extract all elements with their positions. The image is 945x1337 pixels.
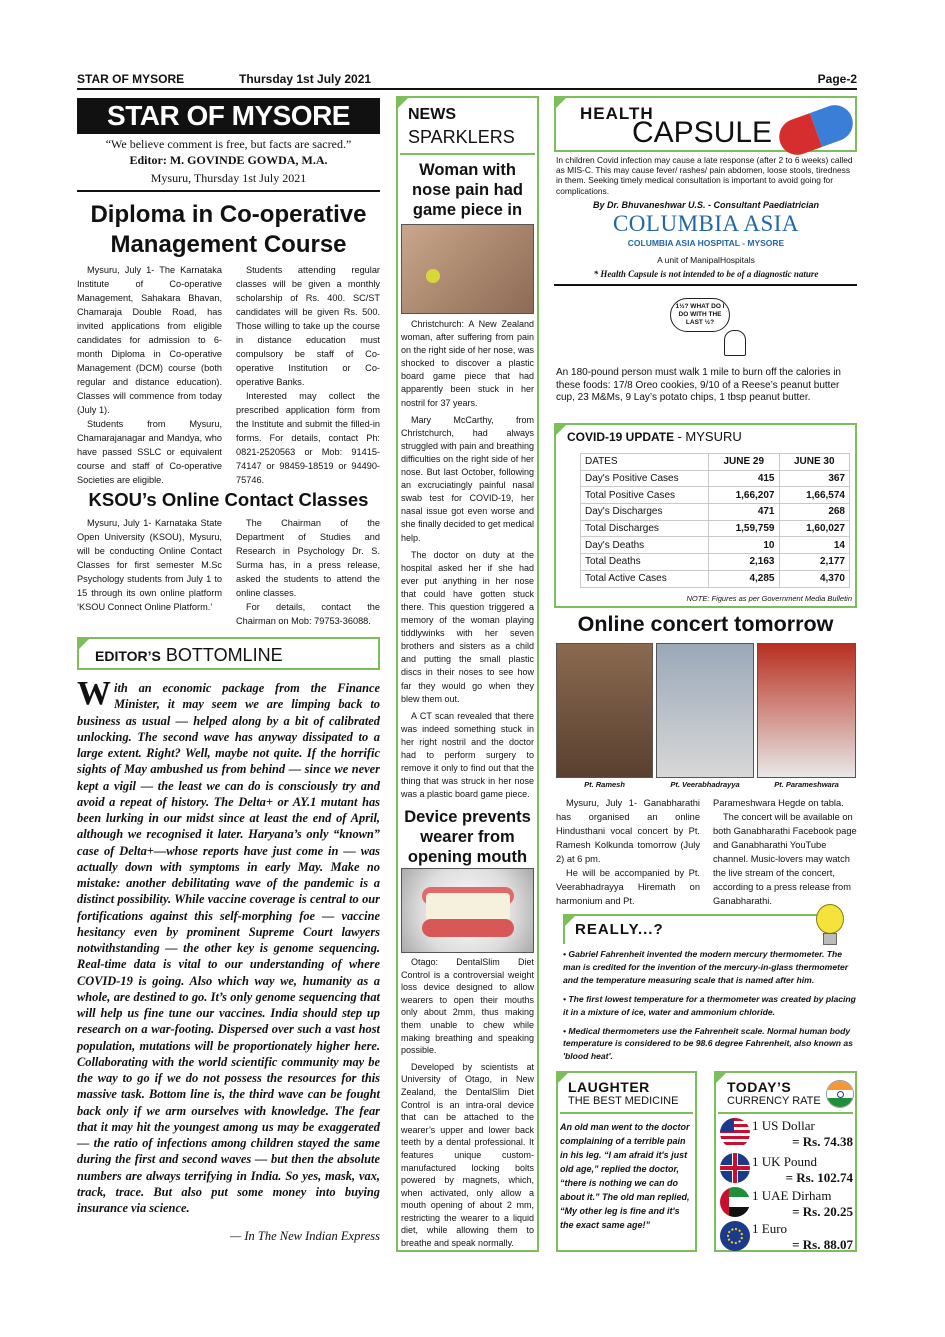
bottomline-source: — In The New Indian Express bbox=[230, 1229, 380, 1243]
table-cell: 1,66,207 bbox=[709, 487, 780, 504]
lightbulb-icon bbox=[812, 904, 848, 948]
diploma-col2 bbox=[236, 263, 380, 487]
table-header-cell: DATES bbox=[581, 454, 709, 471]
really-list bbox=[563, 948, 857, 1069]
photo-veerabhadrayya bbox=[656, 643, 754, 778]
concert-para: Parameshwara Hegde on tabla. bbox=[713, 798, 844, 808]
really-label: REALLY...? bbox=[575, 921, 664, 938]
table-cell: Total Positive Cases bbox=[581, 487, 709, 504]
sparkler-para: The doctor on duty at the hospital asked her if she had ever put anything in her nose that could have gotten stuck there. This question triggered a memory of the woman playing tiddlywinks with her seven brothers and sisters as a child and putting the small plastic discs in their noses to see how far they would go when they blew them out. bbox=[401, 549, 534, 704]
health-byline: By Dr. Bhuvaneshwar U.S. - Consultant Paediatrician bbox=[592, 200, 820, 210]
diploma-title-line2: Management Course bbox=[110, 231, 347, 258]
caption-parameshwara: Pt. Parameshwara bbox=[774, 780, 839, 789]
cartoon-image bbox=[664, 296, 754, 358]
ksou-para: The Chairman of the Department of Studies and Research in Psychology Dr. S. Surma has, in a press release, asked the students to attend the online classes. bbox=[236, 518, 380, 598]
diploma-para: Interested may collect the prescribed application form from the Institute and submit the filled-in forms. For details, contact Ph: 0821-2520563 or Mob: 91415-74147 or 98459-18519 or 94490-75746. bbox=[236, 391, 380, 485]
concert-para: Mysuru, July 1- Ganabharathi has organised an online Hindusthani vocal concert by Pt. Ramesh Kolkunda tomorrow (July 2) at 6 pm. bbox=[556, 798, 700, 864]
diploma-para: Students from Mysuru, Chamarajanagar and Mandya, who have passed SSLC or equivalent course and staff of Co-operative Societies are eligible. bbox=[77, 419, 222, 485]
sparkler1-body bbox=[401, 318, 534, 801]
ksou-col2 bbox=[236, 516, 380, 628]
ksou-col1 bbox=[77, 516, 222, 614]
sparkler2-headline: Device prevents wearer from opening mouth bbox=[404, 808, 531, 866]
table-cell: Day's Positive Cases bbox=[581, 470, 709, 487]
table-cell: 367 bbox=[779, 470, 850, 487]
health-label-bold: HEALTH bbox=[580, 104, 654, 123]
table-cell: 471 bbox=[709, 504, 780, 521]
rate-value: = Rs. 20.25 bbox=[792, 1204, 853, 1219]
laughter-label-light: THE BEST MEDICINE bbox=[568, 1095, 679, 1107]
table-row bbox=[581, 520, 850, 537]
rate-unit: 1 Euro bbox=[752, 1221, 788, 1236]
table-row bbox=[581, 470, 850, 487]
table-header-cell: JUNE 30 bbox=[779, 454, 850, 471]
concert-para: He will be accompanied by Pt. Veerabhadrayya Hiremath on harmonium and Pt. bbox=[556, 868, 700, 906]
nose-photo bbox=[401, 224, 534, 314]
covid-table-wrap bbox=[580, 453, 850, 588]
list-item: • Gabriel Fahrenheit invented the modern mercury thermometer. The man is credited for the invention of the mercury-in-glass thermometer and the temperature measuring scale that is named after him. bbox=[563, 949, 849, 985]
health-text: In children Covid infection may cause a late response (after 2 to 6 weeks) called as MIS-C. This may cause fever/ rashes/ pain abdomen, loose stools, tiredness in them. Seeking timely medical consultation is important to avoid going for complications. bbox=[556, 155, 853, 196]
caption-veerabhadrayya: Pt. Veerabhadrayya bbox=[670, 780, 740, 789]
table-cell: 415 bbox=[709, 470, 780, 487]
paper-name: STAR OF MYSORE bbox=[77, 72, 185, 86]
ksou-para: Mysuru, July 1- Karnataka State Open University (KSOU), Mysuru, will be conducting Online Contact Classes for first semester M.Sc Psychology students from July 1 to 15 through its own online platform ‘KSOU Connect Online Platform.’ bbox=[77, 518, 222, 612]
table-header-row bbox=[581, 454, 850, 471]
caption-ramesh: Pt. Ramesh bbox=[584, 780, 625, 789]
header-date: Thursday 1st July 2021 bbox=[239, 72, 372, 86]
uae-flag-icon bbox=[720, 1187, 750, 1217]
divider bbox=[77, 190, 380, 192]
masthead-dateline: Mysuru, Thursday 1st July 2021 bbox=[150, 171, 307, 185]
table-header-cell: JUNE 29 bbox=[709, 454, 780, 471]
table-cell: 1,60,027 bbox=[779, 520, 850, 537]
dropcap: W bbox=[77, 675, 111, 712]
diploma-title-line1: Diploma in Co-operative bbox=[90, 201, 367, 228]
photo-ramesh bbox=[556, 643, 653, 778]
sparklers-label-bold: NEWS bbox=[408, 106, 456, 123]
bottomline-body bbox=[77, 675, 380, 1216]
ksou-para: For details, contact the Chairman on Mob: 79753-36088. bbox=[236, 602, 380, 626]
sparkler2-body bbox=[401, 956, 534, 1250]
columbia-asia-sub: COLUMBIA ASIA HOSPITAL - MYSORE bbox=[627, 238, 785, 248]
list-item: • Medical thermometers use the Fahrenheit scale. Normal human body temperature is considered to be 98.6 degree Fahrenheit, also known as 'blood heat'. bbox=[563, 1025, 853, 1062]
bottomline-label-light: BOTTOMLINE bbox=[165, 645, 283, 665]
sparkler-para: A CT scan revealed that there was indeed something stuck in her right nostril and the doctor had to perform surgery to remove it only to find out that the thing that was struck in her nose was a plastic board game piece. bbox=[401, 710, 534, 800]
covid-table bbox=[580, 453, 850, 588]
diploma-headline bbox=[77, 200, 380, 260]
eu-flag-icon bbox=[720, 1221, 750, 1251]
table-cell: Day's Deaths bbox=[581, 537, 709, 554]
laughter-text: An old man went to the doctor complaining of a terrible pain in his leg. “I am afraid it's just old age,” replied the doctor, “there is nothing we can do about it.” The old man replied, “My other leg is fine and it's the exact same age!” bbox=[560, 1122, 690, 1230]
sparkler-para: Mary McCarthy, from Christchurch, had always struggled with pain and breathing difficulties on the right side of her nose. But last October, following an excruciatingly painful nasal swab test for COVID-19, her nasal issue got even worse and she finally decided to get medical help. bbox=[401, 414, 534, 543]
laughter-label-bold: LAUGHTER bbox=[568, 1079, 650, 1095]
columbia-asia-logo: COLUMBIA ASIA bbox=[612, 211, 800, 236]
concert-col1 bbox=[556, 796, 700, 908]
page-header bbox=[77, 70, 857, 90]
india-flag-icon bbox=[826, 1080, 854, 1108]
us-flag-icon bbox=[720, 1118, 750, 1148]
table-cell: 1,59,759 bbox=[709, 520, 780, 537]
page-number: Page-2 bbox=[817, 72, 857, 86]
table-row bbox=[581, 487, 850, 504]
list-item: • The first lowest temperature for a thermometer was created by placing it in a mixture of ice, water and ammonium chloride. bbox=[563, 993, 856, 1017]
covid-label-light: - MYSURU bbox=[677, 429, 742, 444]
dental-device-photo bbox=[401, 868, 534, 953]
bottomline-label-box bbox=[77, 637, 380, 670]
bottomline-text: ith an economic package from the Finance Minister, it may seem we are limping back to business as usual — helped along by a bit of calibrated unlocking. The second wave has anyway dissipated to a large extent. Right? Well, maybe not quite. If the horrific sights of May ambushed us from behind — since we never kept a vigil — the least we can do is consciously try and avoid a repeat of history. The Delta+ or AY.1 mutant has been lurking in our midst since at least the end of April, although we recognised it later. Haryana’s only “known” case of Delta+—whose reports have just come in — was actually down with symptoms in early May. Make no mistake: another debilitating wave of the pandemic is a distinct possibility. While vaccine coverage is central to our fortifications against this self-morphing foe — vaccine hesitancy even by prominent Supreme Court lawyers notwithstanding — the other key is genome sequencing. Real-time data is vital to our understanding of where COVID-19 is going. Also which way we, humanity as a whole, are destined to go. It’s only genome sequencing that will help us fine tune our vaccines. India should step up research on a war-footing. Dispersed over such a vast host population, mutations will be proportionately higher here. Collaborating with the world scientific community may be the way to go if we do not possess the resources for this massive task. Bottom line is, the third wave can be fought back only if we arm ourselves with knowledge. The fear that it may hit the youngest among us may be exaggerated — the ratio of infections among children stayed the same during the first and second waves — but then the absolute numbers are always terrifying in India. So yes, mask, vax, track, trace. But also put some money into buying insurance via science. bbox=[77, 681, 380, 1215]
cartoon-bubble: 1½? WHAT DO I DO WITH THE LAST ½? bbox=[670, 298, 730, 332]
table-row bbox=[581, 537, 850, 554]
rate-unit: 1 UK Pound bbox=[752, 1154, 818, 1169]
diploma-para: Mysuru, July 1- The Karnataka Institute of Co-operative Management, Sahakara Bhavan, Chamaraja Double Road, has invited applications from eligible candidates for admission to 6-month Diploma in Co-operative Management (DCM) course (both regular and distance education). Classes will commence from today (July 1). bbox=[77, 265, 222, 415]
table-cell: 10 bbox=[709, 537, 780, 554]
bottomline-label-bold: EDITOR’S bbox=[95, 648, 161, 664]
concert-para: The concert will be available on both Ganabharathi Facebook page and Ganabharathi YouTube channel. Music-lovers may watch the live stream of the concert, according to a press release from Ganabharathi. bbox=[713, 812, 857, 906]
currency-label-light: CURRENCY RATE bbox=[727, 1095, 821, 1107]
covid-label bbox=[567, 429, 742, 444]
table-row bbox=[581, 554, 850, 571]
rate-value: = Rs. 88.07 bbox=[792, 1237, 853, 1252]
manipal-unit: A unit of ManipalHospitals bbox=[657, 255, 755, 265]
sparkler-para: Developed by scientists at University of Otago, in New Zealand, the DentalSlim Diet Control is an intra-oral device that can be attached to the wearer’s upper and lower back teeth by a dental professional. It features unique custom-manufactured locking bolts powered by magnets, which, when activated, only allow a mouth opening of about 2 mm, restricting the wearer to a liquid diet, while allowing them to breathe and speak normally. bbox=[401, 1061, 534, 1249]
uk-flag-icon bbox=[720, 1153, 750, 1183]
table-cell: 4,370 bbox=[779, 570, 850, 587]
sparkler1-headline: Woman with nose pain had game piece in bbox=[412, 161, 523, 219]
masthead-title: STAR OF MYSORE bbox=[77, 98, 380, 134]
table-cell: 2,163 bbox=[709, 554, 780, 571]
table-cell: Total Active Cases bbox=[581, 570, 709, 587]
table-cell: 1,66,574 bbox=[779, 487, 850, 504]
table-cell: 268 bbox=[779, 504, 850, 521]
rate-value: = Rs. 102.74 bbox=[785, 1170, 853, 1185]
table-cell: Total Deaths bbox=[581, 554, 709, 571]
covid-label-bold: COVID-19 UPDATE bbox=[567, 430, 675, 444]
rate-unit: 1 US Dollar bbox=[752, 1118, 815, 1133]
concert-col2 bbox=[713, 796, 857, 908]
sparkler-para: Otago: DentalSlim Diet Control is a controversial weight loss device designed to allow wearers to open their mouths only about 2mm, thus making them unable to chew while making breathing and speaking possible. bbox=[401, 957, 534, 1056]
sparkler-para: Christchurch: A New Zealand woman, after suffering from pain on the right side of her nose, was shocked to discover a plastic board game piece that had apparently been stuck in her nostril for 37 years. bbox=[401, 319, 534, 408]
table-row bbox=[581, 504, 850, 521]
table-cell: 2,177 bbox=[779, 554, 850, 571]
covid-note: NOTE: Figures as per Government Media Bulletin bbox=[686, 594, 852, 603]
sparklers-label-light: SPARKLERS bbox=[408, 127, 515, 147]
table-row bbox=[581, 570, 850, 587]
table-cell: 4,285 bbox=[709, 570, 780, 587]
rate-unit: 1 UAE Dirham bbox=[752, 1188, 832, 1203]
currency-label-bold: TODAY’S bbox=[727, 1079, 792, 1095]
photo-parameshwara bbox=[757, 643, 856, 778]
table-cell: Day's Discharges bbox=[581, 504, 709, 521]
masthead-motto: “We believe comment is free, but facts are sacred.” bbox=[105, 137, 352, 151]
concert-headline: Online concert tomorrow bbox=[577, 612, 834, 636]
cartoon-caption: An 180-pound person must walk 1 mile to burn off the calories in these foods: 17/8 Oreo cookies, 9/10 of a Reese’s peanut butter cup, 23 M&Ms, 9 Lay’s potato chips, 1 tbsp peanut butter. bbox=[556, 367, 841, 404]
table-cell: Total Discharges bbox=[581, 520, 709, 537]
diploma-col1 bbox=[77, 263, 222, 487]
health-label-light: CAPSULE bbox=[632, 116, 773, 149]
table-cell: 14 bbox=[779, 537, 850, 554]
ksou-headline: KSOU’s Online Contact Classes bbox=[88, 489, 369, 510]
masthead-editor: Editor: M. GOVINDE GOWDA, M.A. bbox=[129, 153, 328, 167]
health-note: * Health Capsule is not intended to be of a diagnostic nature bbox=[593, 269, 819, 279]
rate-value: = Rs. 74.38 bbox=[792, 1134, 853, 1149]
diploma-para: Students attending regular classes will be given a monthly scholarship of Rs. 400. SC/ST candidates will be given Rs. 500. Those willing to take up the course in distance education must compulsory be staff of Co-operative Institution or Co-operative Banks. bbox=[236, 265, 380, 387]
